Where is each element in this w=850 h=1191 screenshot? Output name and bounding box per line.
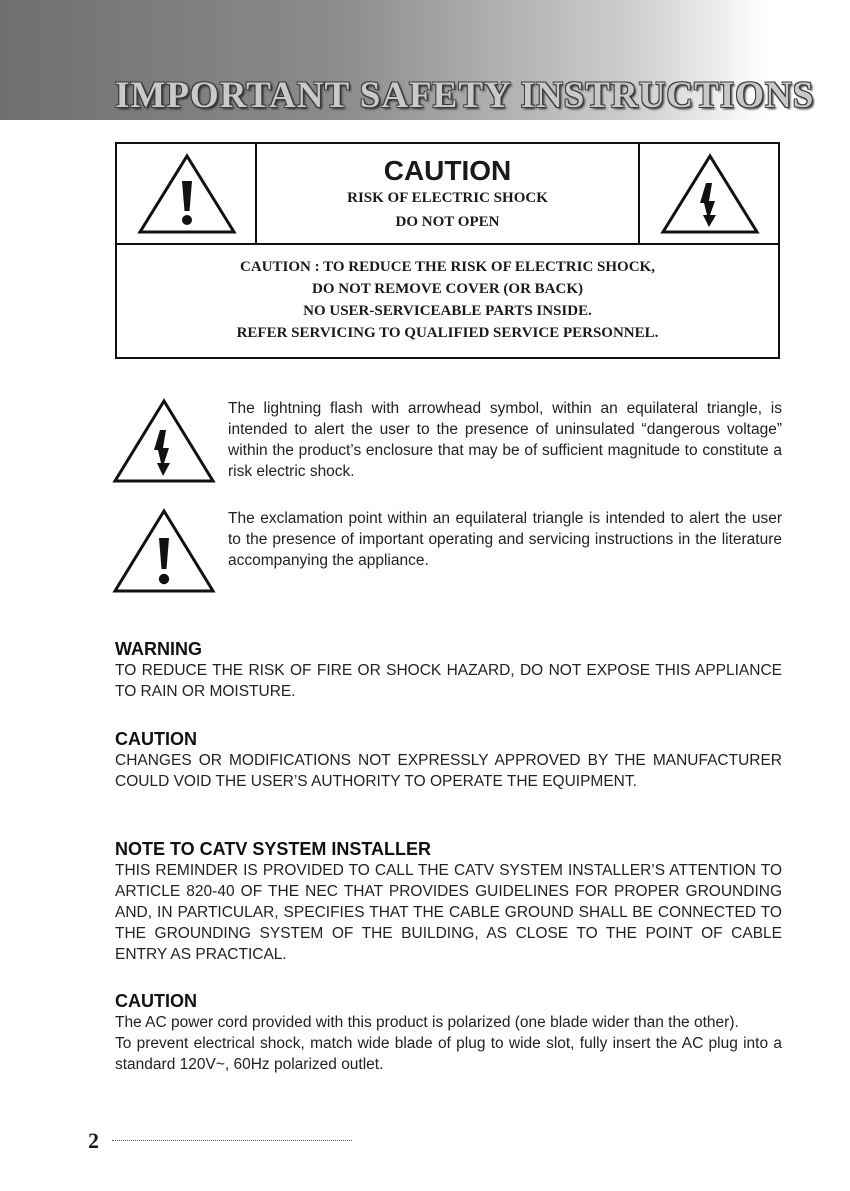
caution-box-left-cell [117, 144, 257, 243]
exclamation-triangle-icon [137, 153, 237, 235]
caution-box-right-cell [638, 144, 778, 243]
caution-box-line: NO USER-SERVICEABLE PARTS INSIDE. [303, 303, 592, 319]
section-heading: CAUTION [115, 729, 197, 749]
caution-box-center-cell [257, 144, 638, 243]
section-body: TO REDUCE THE RISK OF FIRE OR SHOCK HAZARD, DO NOT EXPOSE THIS APPLIANCE TO RAIN OR MOISTURE. [115, 662, 782, 700]
caution-polarized-plug-section [115, 990, 782, 1075]
exclamation-triangle-icon [112, 508, 216, 594]
caution-box-subline: RISK OF ELECTRIC SHOCK [347, 190, 548, 206]
page-title: IMPORTANT SAFETY INSTRUCTIONS [115, 75, 815, 116]
warning-section [115, 638, 782, 702]
section-heading: NOTE TO CATV SYSTEM INSTALLER [115, 839, 432, 859]
lightning-triangle-icon [660, 153, 760, 235]
section-heading: CAUTION [115, 991, 197, 1011]
section-body: To prevent electrical shock, match wide blade of plug to wide slot, fully insert the AC plug into a standard 120V~, 60Hz polarized outlet. [115, 1035, 782, 1073]
caution-box-subline: DO NOT OPEN [395, 214, 500, 230]
symbol-description: The exclamation point within an equilateral triangle is intended to alert the user to the presence of important operating and servicing instructions in the literature accompanying the appliance. [228, 510, 782, 569]
section-body: THIS REMINDER IS PROVIDED TO CALL THE CATV SYSTEM INSTALLER’S ATTENTION TO ARTICLE 820-40 OF THE NEC THAT PROVIDES GUIDELINES FOR PROPER GROUNDING AND, IN PARTICULAR, SPECIFIES THAT THE CABLE GROUND SHALL BE CONNECTED TO THE GROUNDING SYSTEM OF THE BUILDING, AS CLOSE TO THE POINT OF CABLE ENTRY AS PRACTICAL. [115, 862, 782, 963]
symbol-description: The lightning flash with arrowhead symbol, within an equilateral triangle, is intended to alert the user to the presence of uninsulated “dangerous voltage” within the product’s enclosure that may be of sufficient magnitude to constitute a risk electric shock. [228, 400, 782, 480]
caution-modifications-section [115, 728, 782, 792]
section-body: CHANGES OR MODIFICATIONS NOT EXPRESSLY APPROVED BY THE MANUFACTURER COULD VOID THE USER’S AUTHORITY TO OPERATE THE EQUIPMENT. [115, 752, 782, 790]
lightning-triangle-icon [112, 398, 216, 484]
catv-installer-note-section [115, 838, 782, 965]
caution-box [115, 142, 780, 359]
section-body: The AC power cord provided with this product is polarized (one blade wider than the other). [115, 1014, 739, 1031]
caution-box-title: CAUTION [383, 155, 512, 186]
page-number: 2 [88, 1128, 99, 1153]
caution-box-top [117, 144, 778, 245]
caution-box-line: REFER SERVICING TO QUALIFIED SERVICE PERSONNEL. [236, 325, 659, 341]
caution-box-line: CAUTION : TO REDUCE THE RISK OF ELECTRIC SHOCK, [240, 259, 655, 275]
section-heading: WARNING [115, 639, 202, 659]
footer-dotted-rule [112, 1140, 352, 1141]
caution-box-line: DO NOT REMOVE COVER (OR BACK) [312, 281, 583, 297]
caution-box-body [117, 256, 778, 344]
